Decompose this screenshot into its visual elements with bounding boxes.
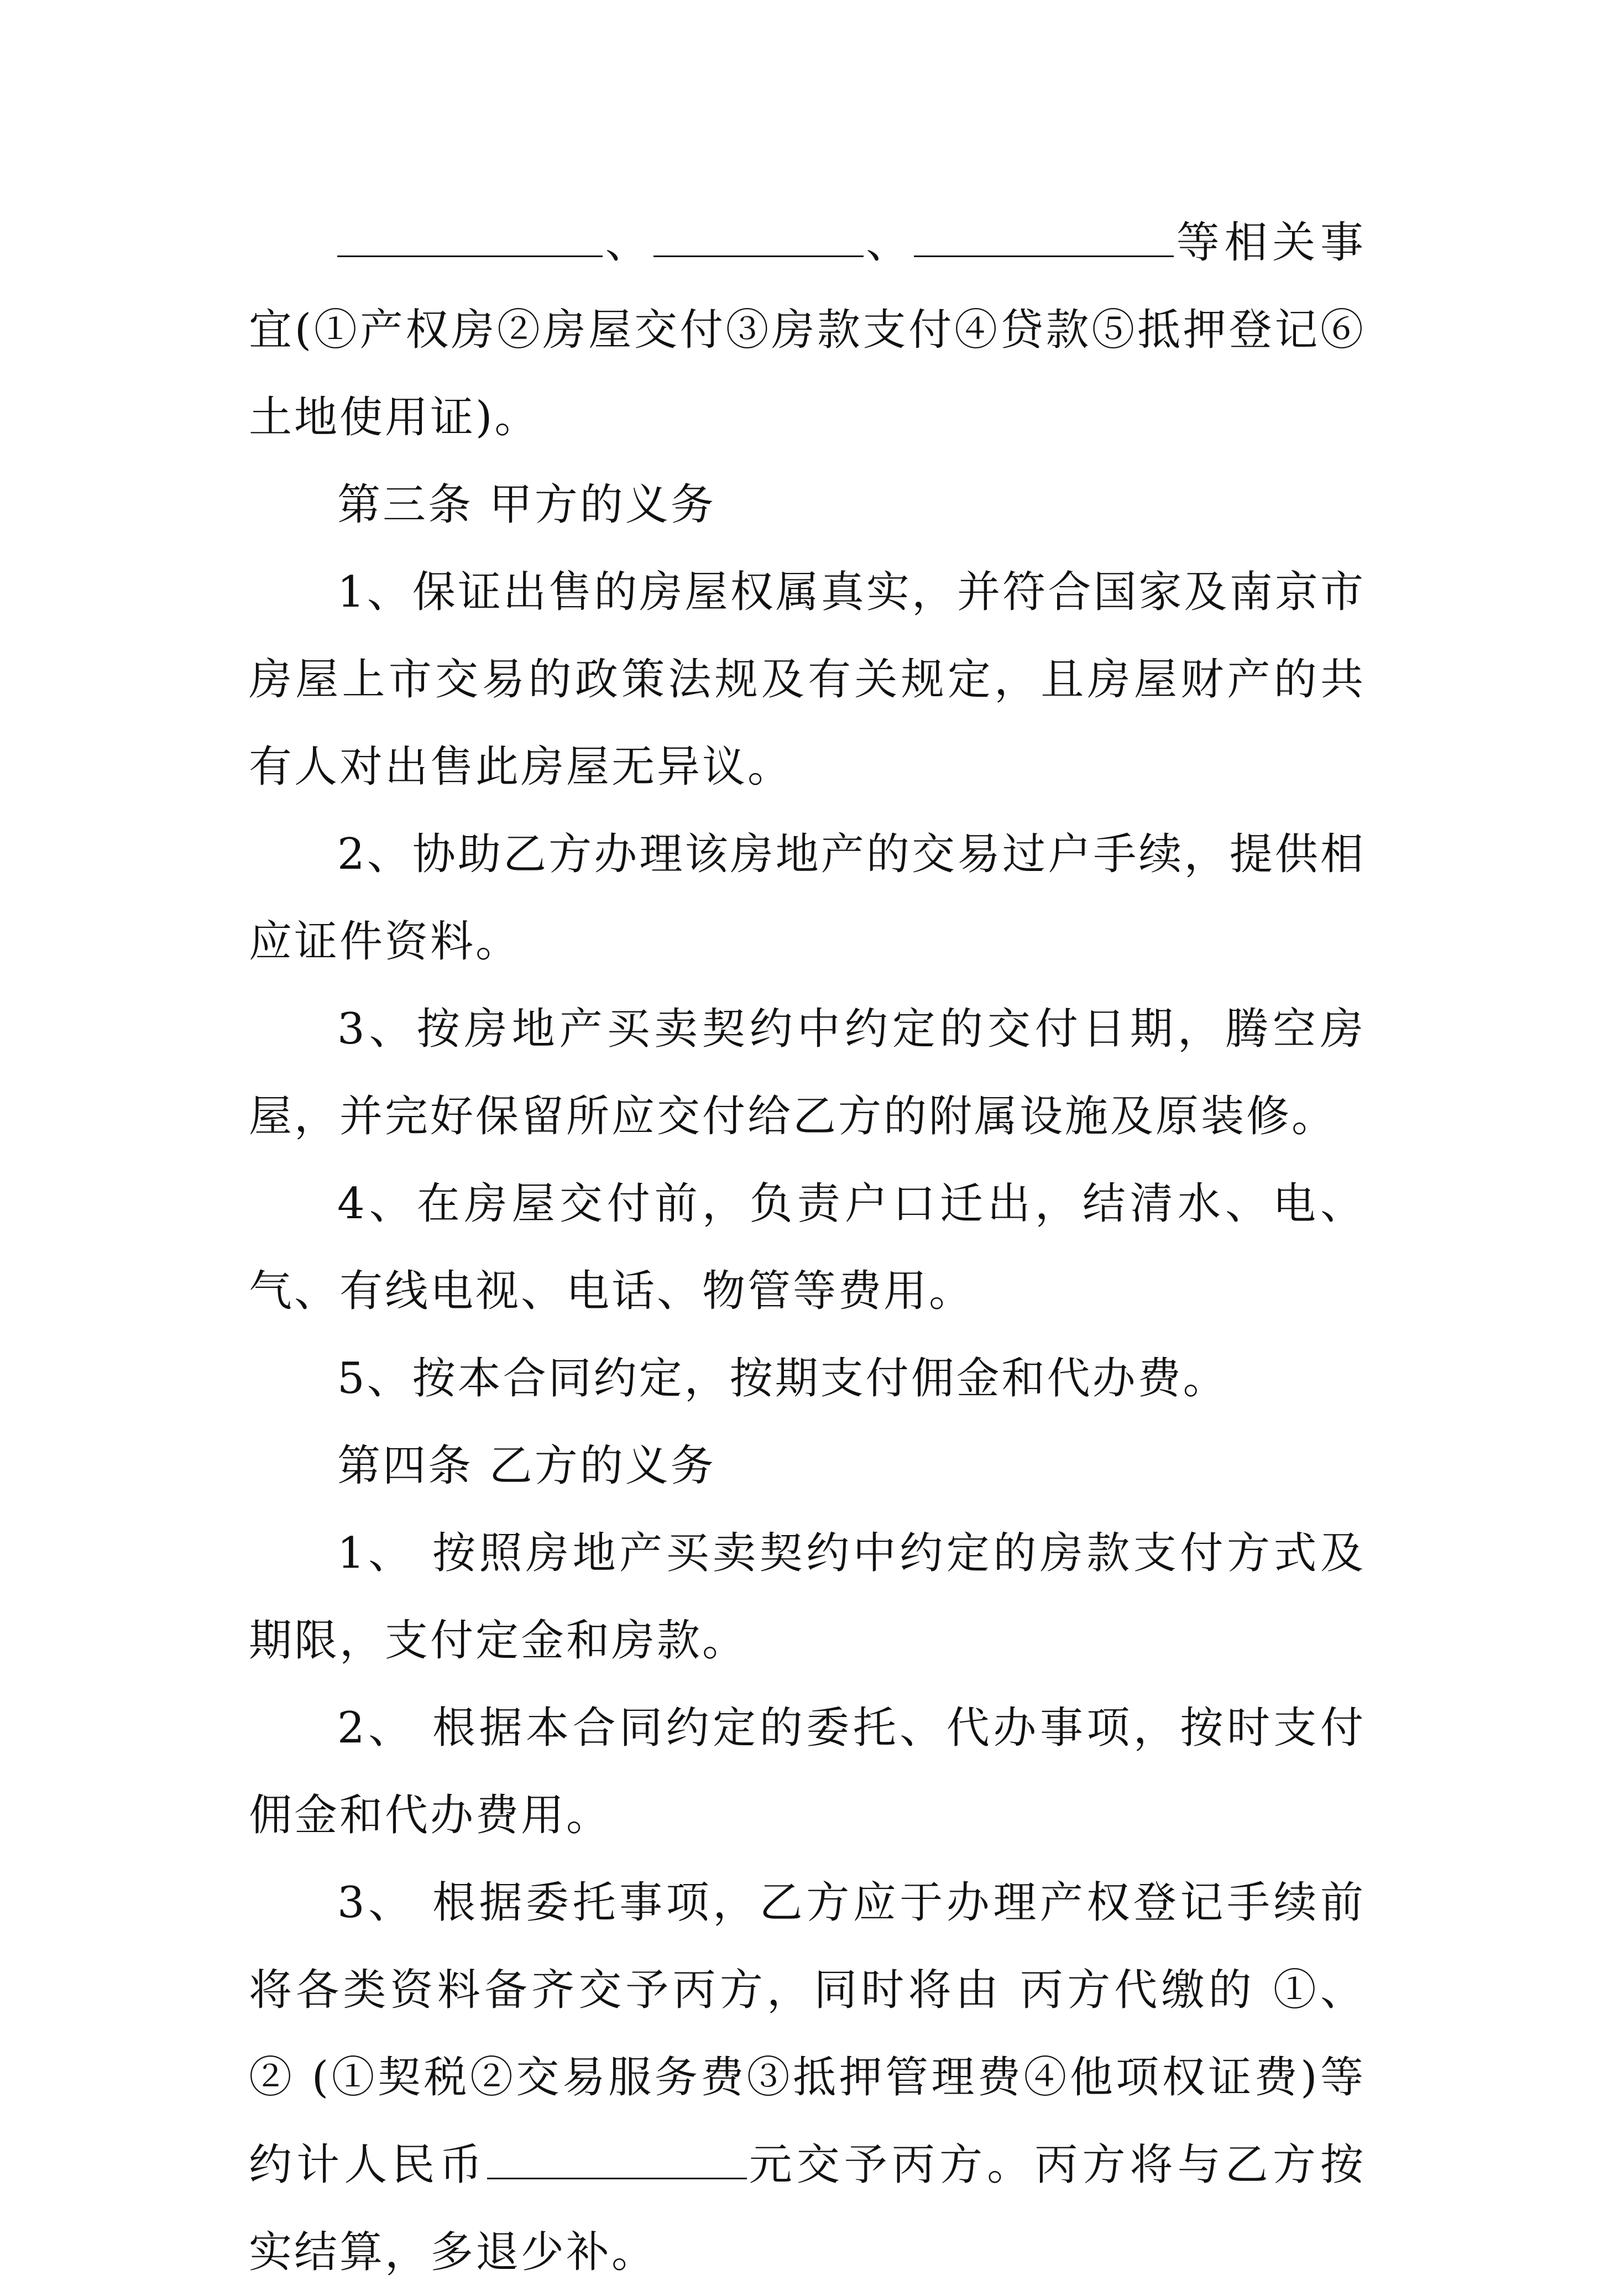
separator-1: 、 <box>603 218 653 268</box>
related-matters-text: 等相关事宜(①产权房②房屋交付③房款支付④贷款⑤抵押登记⑥土地使用证)。 <box>249 218 1366 442</box>
blank-field-3[interactable] <box>914 217 1174 257</box>
article-4-item-1: 1、 按照房地产买卖契约中约定的房款支付方式及期限，支付定金和房款。 <box>249 1528 1366 1666</box>
article-3-item-1: 1、保证出售的房屋权属真实，并符合国家及南京市房屋上市交易的政策法规及有关规定，且房屋财产的共有人对出售此房屋无异议。 <box>249 567 1366 792</box>
article-3-item-3: 3、按房地产买卖契约中约定的交付日期，腾空房屋，并完好保留所应交付给乙方的附属设施及原装修。 <box>249 1004 1366 1141</box>
blank-field-amount[interactable] <box>487 2139 747 2179</box>
article-4-item-3-head: 3、 根据委托事项，乙方应于办理产权登记手续前将各类资料备齐交予丙方，同时将由 丙方代缴的 ①、② (①契税②交易服务费③抵押管理费④他项权证费)等约计人民币 <box>249 1878 1366 2190</box>
article-3-item-5: 5、按本合同约定，按期支付佣金和代办费。 <box>337 1354 1228 1403</box>
separator-2: 、 <box>863 218 914 268</box>
blank-field-2[interactable] <box>653 217 864 257</box>
paragraph-related-matters <box>249 199 1366 461</box>
article-4-item-3-tail: 元交予丙方。丙方将与乙方按实结算，多退少补。 <box>249 2140 1366 2277</box>
blank-field-1[interactable] <box>337 217 603 257</box>
article-4-item-2: 2、 根据本合同约定的委托、代办事项，按时支付佣金和代办费用。 <box>249 1703 1366 1840</box>
document-page <box>249 199 1366 2296</box>
article-4-title: 第四条 乙方的义务 <box>337 1441 716 1491</box>
article-4-item-3 <box>249 1859 1366 2296</box>
article-3-title: 第三条 甲方的义务 <box>337 480 716 530</box>
article-3-item-4: 4、在房屋交付前，负责户口迁出，结清水、电、气、有线电视、电话、物管等费用。 <box>249 1179 1366 1316</box>
article-3-item-2: 2、协助乙方办理该房地产的交易过户手续，提供相应证件资料。 <box>249 829 1366 967</box>
